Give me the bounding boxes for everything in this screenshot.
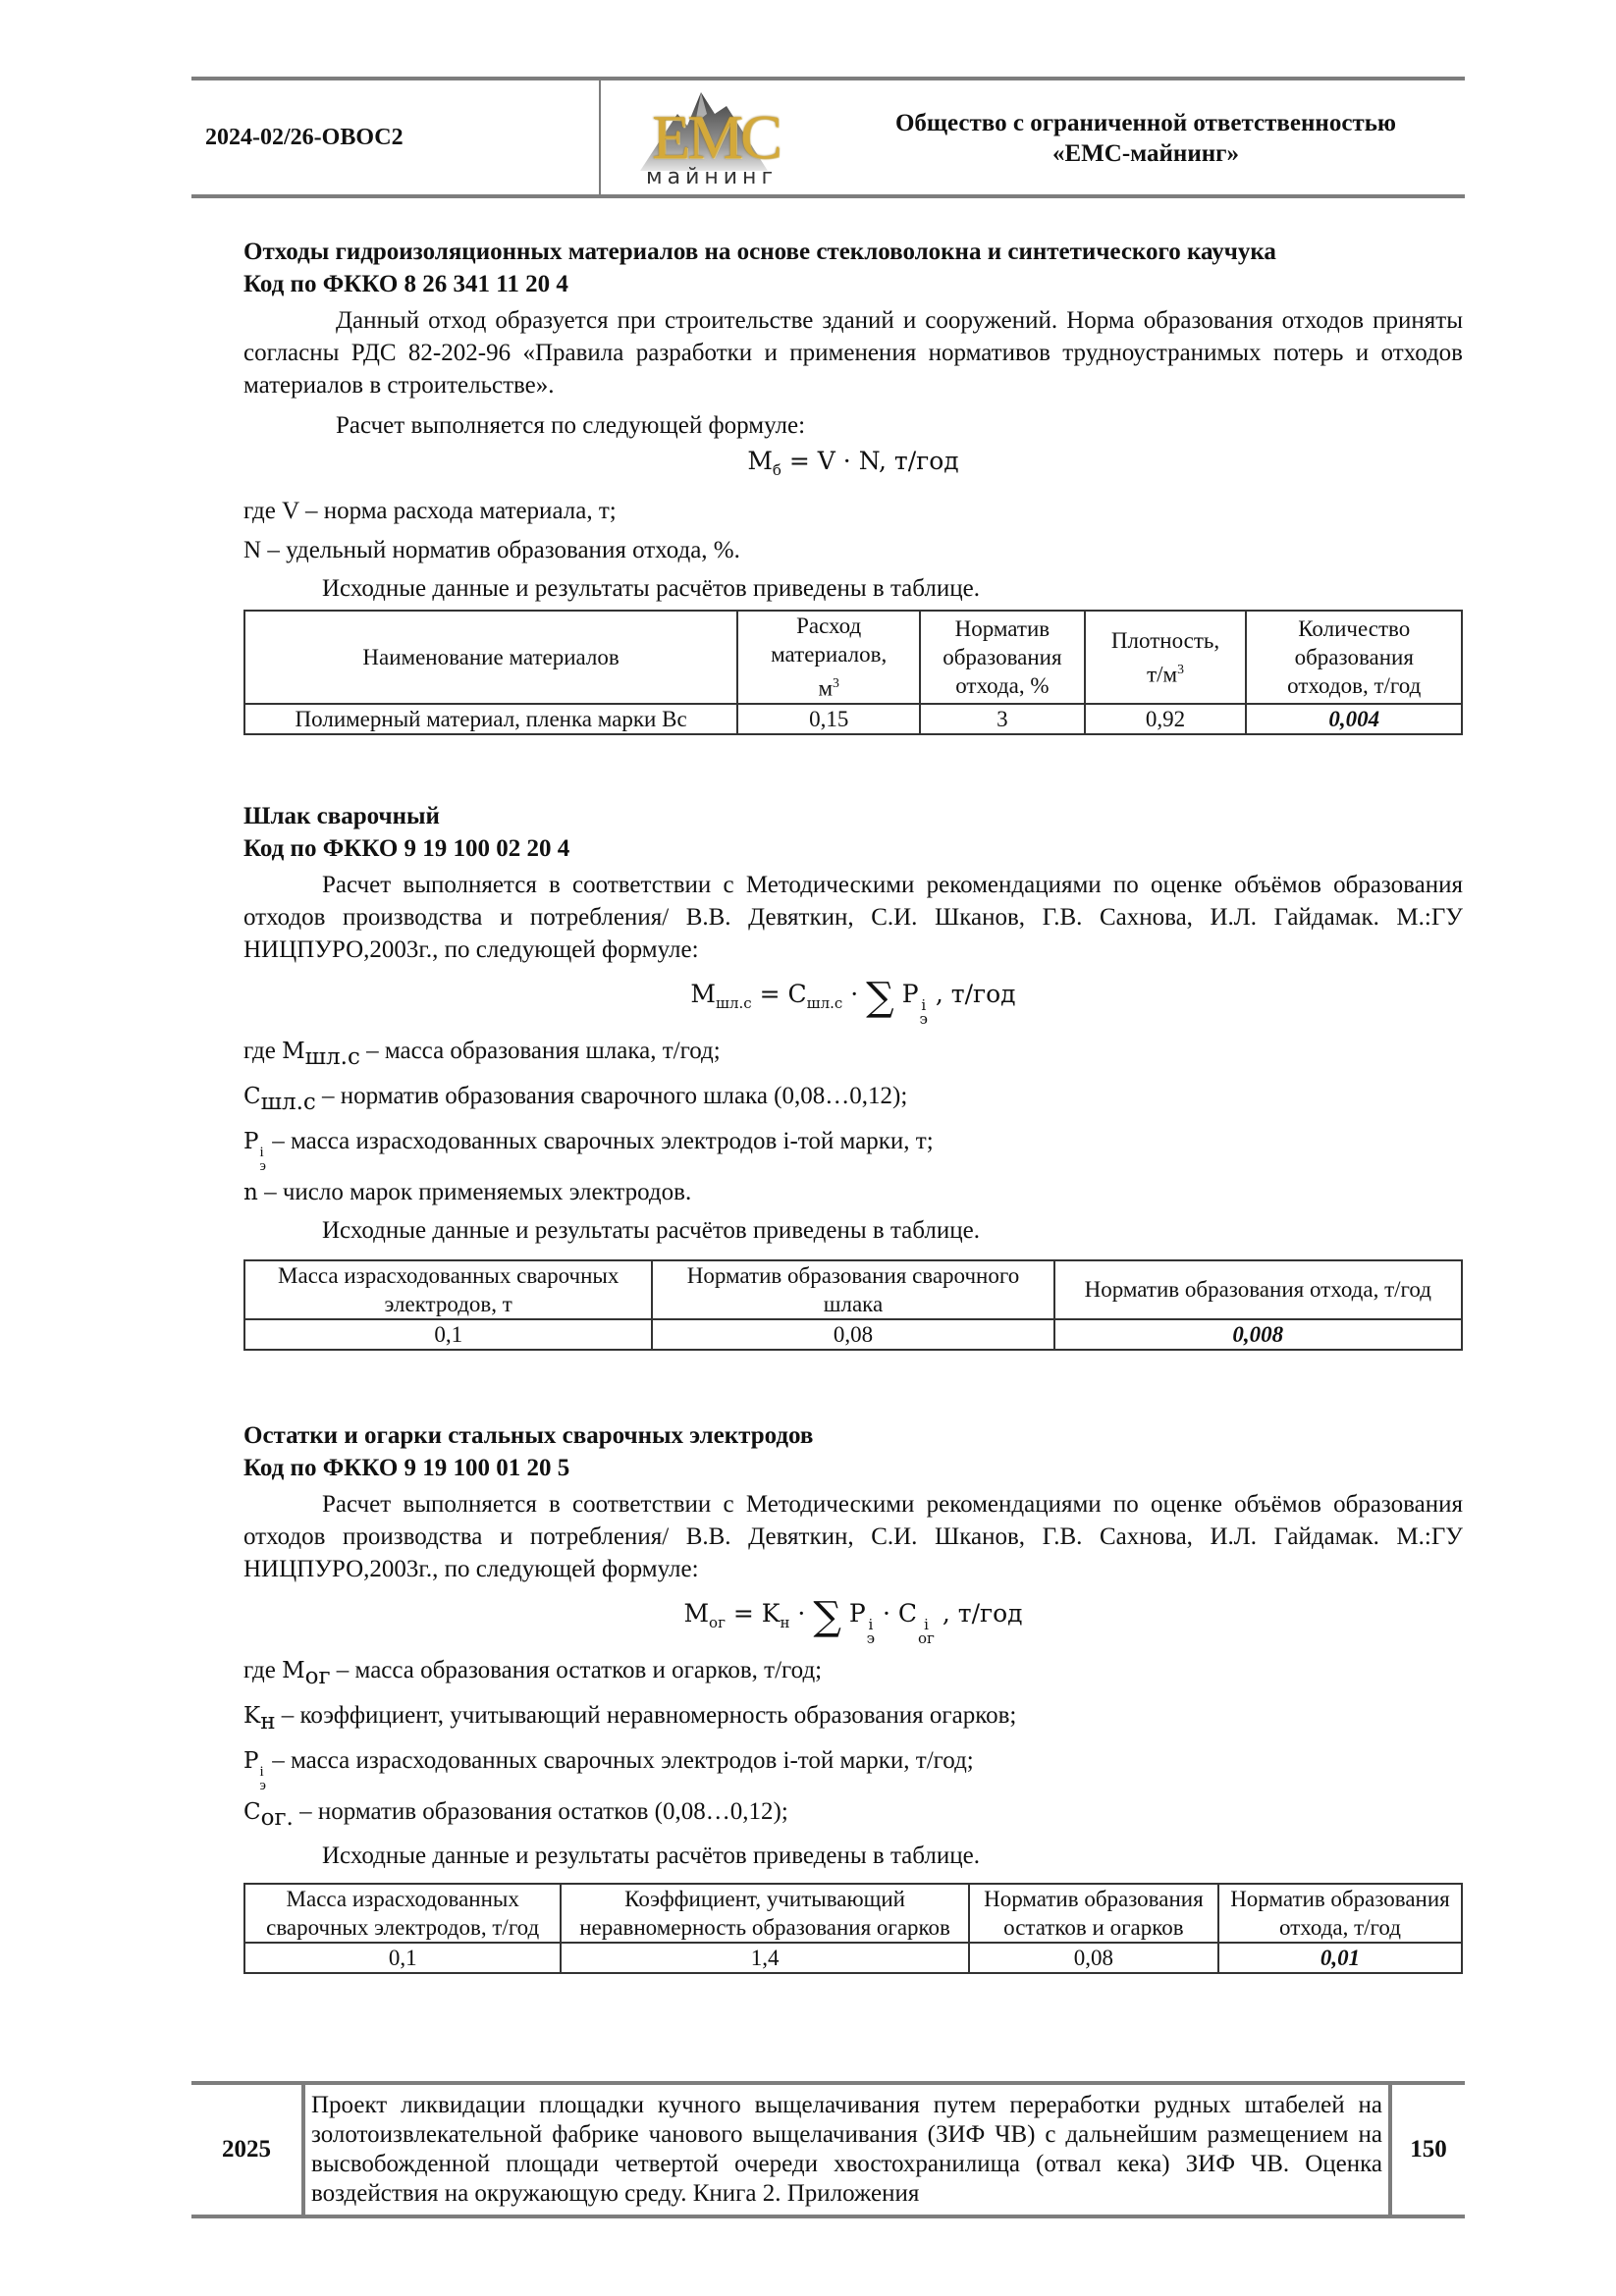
sub: э [919, 1009, 928, 1028]
formula-supsub [919, 995, 928, 1028]
table-header: Норматив образования отхода, т/год [1218, 1884, 1462, 1943]
definition [243, 492, 1463, 531]
page-footer [191, 2081, 1465, 2218]
def-text: – норматив образования сварочного шлака (0,08…0,12); [315, 1082, 908, 1109]
section-electrode-stubs [243, 1419, 1463, 1974]
company-logo [601, 80, 827, 194]
sub: ог [918, 1629, 935, 1647]
formula [243, 966, 1463, 1032]
section-title: Шлак сварочный [243, 802, 440, 829]
table-lead: Исходные данные и результаты расчётов приведены в таблице. [322, 1842, 980, 1869]
table-header: Масса израсходованных сварочных электродов, т/год [244, 1884, 561, 1943]
table-header: Норматив образования сварочного шлака [652, 1260, 1053, 1319]
formula-lhs: M [747, 447, 773, 475]
section-waterproofing-waste [243, 236, 1463, 735]
table-header: Наименование материалов [244, 611, 737, 704]
formula-supsub [866, 1615, 876, 1647]
def-text: – норматив образования остатков (0,08…0,12); [293, 1797, 788, 1825]
formula-unit: , т/год [934, 1598, 1023, 1628]
section-welding-slag [243, 800, 1463, 1351]
table-cell: 0,08 [652, 1319, 1053, 1350]
table-header: Расход материалов, $м^3$ [737, 611, 920, 704]
sub: э [866, 1629, 876, 1647]
def-prefix: где [243, 1656, 283, 1683]
section-intro: Расчет выполняется в соответствии с Методическими рекомендациями по оценке объёмов образования отходов производства и потребления/ В.В. Девяткин, С.И. Шканов, Г.В. Сахнова, И.Л. Гайдамак. М.:ГУ НИЦПУРО,2003г., по следующей формуле: [243, 871, 1463, 963]
table-header: Количество образования отходов, т/год [1246, 611, 1462, 704]
def-symbol: P [243, 1128, 259, 1154]
formula-sub: ог [709, 1613, 726, 1631]
def-symbol: N [243, 537, 262, 563]
def-symbol: K [243, 1702, 261, 1729]
table-header: Норматив образования остатков и огарков [969, 1884, 1218, 1943]
formula [243, 1585, 1463, 1651]
sup: i [259, 1144, 264, 1160]
sup: i [924, 1615, 929, 1633]
definition [243, 1741, 1463, 1792]
formula-sub: н [780, 1613, 790, 1631]
def-sub: ог. [260, 1804, 294, 1831]
formula-unit: , т/год [927, 979, 1016, 1008]
def-symbol: C [243, 1083, 261, 1109]
def-sub: шл.с [304, 1043, 360, 1070]
table-cell: 0,15 [737, 704, 920, 734]
def-text: – масса израсходованных сварочных электродов i-той марки, т/год; [265, 1746, 974, 1774]
table-header-row [244, 611, 1462, 704]
fkko-code: Код по ФККО 9 19 100 02 20 4 [243, 834, 570, 862]
table-row [244, 1943, 1462, 1973]
formula [243, 442, 1463, 490]
table-cell: 3 [920, 704, 1084, 734]
formula-part: P [848, 1598, 866, 1628]
formula-part: = C [751, 979, 807, 1008]
table-lead: Исходные данные и результаты расчётов приведены в таблице. [322, 1216, 980, 1244]
document-code: 2024-02/26-ОВОС2 [191, 80, 601, 194]
section-title: Остатки и огарки стальных сварочных электродов [243, 1421, 814, 1449]
formula-part: = K [725, 1598, 781, 1628]
table-row [244, 1319, 1462, 1350]
formula-lhs: M [690, 979, 717, 1008]
data-table [243, 1883, 1463, 1974]
table-header-row [244, 1260, 1462, 1319]
data-table [243, 1259, 1463, 1351]
def-symbol: C [243, 1798, 261, 1825]
page-header [191, 77, 1465, 198]
definition [243, 1792, 1463, 1838]
def-text: – масса образования остатков и огарков, т/год; [330, 1656, 823, 1683]
formula-part: · C [875, 1598, 918, 1628]
sum-symbol: ∑ [813, 1593, 841, 1639]
def-text: – удельный норматив образования отхода, %. [261, 537, 740, 563]
table-cell: Полимерный материал, пленка марки Вс [244, 704, 737, 734]
page-number: 150 [1388, 2085, 1465, 2215]
def-text: – коэффициент, учитывающий неравномерность образования огарков; [275, 1701, 1017, 1729]
sub: э [259, 1777, 266, 1793]
table-cell-result: 0,008 [1054, 1319, 1462, 1350]
formula-sub: шл.с [806, 993, 843, 1012]
def-text: – норма расхода материала, т; [298, 498, 617, 524]
table-cell: 0,1 [244, 1943, 561, 1973]
formula-lhs-sub: б [772, 461, 781, 479]
formula-rhs: = V · N, т/год [788, 447, 959, 475]
table-cell-result: 0,004 [1246, 704, 1462, 734]
table-cell-result: 0,01 [1218, 1943, 1462, 1973]
page-content [243, 236, 1463, 1974]
table-cell: 0,08 [969, 1943, 1218, 1973]
def-sub: н [260, 1708, 276, 1735]
formula-part: · [842, 979, 867, 1008]
formula-lhs: M [683, 1598, 710, 1628]
def-sub: шл.с [260, 1089, 316, 1115]
table-header-row [244, 1884, 1462, 1943]
def-text: – масса израсходованных сварочных электродов i-той марки, т; [265, 1127, 934, 1154]
definition [243, 1173, 1463, 1212]
logo-brand-text: EMC [652, 102, 780, 172]
formula-supsub [918, 1615, 935, 1647]
data-table [243, 610, 1463, 735]
def-text: – число марок применяемых электродов. [257, 1178, 692, 1205]
definition [243, 531, 1463, 570]
section-title: Отходы гидроизоляционных материалов на основе стекловолокна и синтетического каучука [243, 239, 1276, 265]
sum-symbol: ∑ [866, 974, 894, 1020]
formula-part: · [789, 1598, 814, 1628]
sup: i [921, 995, 927, 1014]
org-line-1: Общество с ограниченной ответственностью [894, 110, 1397, 136]
formula-lead: Расчет выполняется по следующей формуле: [336, 412, 806, 439]
footer-year: 2025 [191, 2085, 305, 2215]
table-header: Масса израсходованных сварочных электродов, т [244, 1260, 652, 1319]
def-symbol: где V [243, 498, 299, 524]
logo-subtitle: майнинг [646, 165, 778, 189]
def-text: – масса образования шлака, т/год; [359, 1037, 721, 1064]
section-intro: Данный отход образуется при строительстве зданий и сооружений. Норма образования отходов приняты согласны РДС 82-202-96 «Правила разработки и применения нормативов трудноустранимых потерь и отходов материалов в строительстве». [243, 307, 1463, 399]
org-line-2: «ЕМС-майнинг» [1052, 140, 1239, 167]
def-prefix: где [243, 1037, 283, 1064]
table-header: Норматив образования отхода, т/год [1054, 1260, 1462, 1319]
definition [243, 1077, 1463, 1122]
table-cell: 0,92 [1085, 704, 1247, 734]
organization-name [827, 80, 1465, 194]
footer-project-title: Проект ликвидации площадки кучного выщелачивания путем переработки рудных штабелей на золотоизвлекательной фабрике чанового выщелачивания (ЗИФ ЧВ) с дальнейшим размещением на высвобожденной площади четвертой очереди хвостохранилища (отвал кека) ЗИФ ЧВ. Оценка воздействия на окружающую среду. Книга 2. Приложения [311, 2092, 1382, 2207]
def-symbol: M [282, 1038, 305, 1064]
table-cell: 0,1 [244, 1319, 652, 1350]
formula-sub: шл.с [716, 993, 752, 1012]
table-header: Коэффициент, учитывающий неравномерность образования огарков [561, 1884, 968, 1943]
def-symbol: n [243, 1179, 258, 1205]
definition [243, 1651, 1463, 1696]
table-header: Норматив образования отхода, % [920, 611, 1084, 704]
section-intro: Расчет выполняется в соответствии с Методическими рекомендациями по оценке объёмов образования отходов производства и потребления/ В.В. Девяткин, С.И. Шканов, Г.В. Сахнова, И.Л. Гайдамак. М.:ГУ НИЦПУРО,2003г., по следующей формуле: [243, 1490, 1463, 1582]
fkko-code: Код по ФККО 8 26 341 11 20 4 [243, 271, 568, 297]
sup: i [868, 1615, 874, 1633]
definition [243, 1122, 1463, 1173]
table-cell: 1,4 [561, 1943, 968, 1973]
table-row [244, 704, 1462, 734]
fkko-code: Код по ФККО 9 19 100 01 20 5 [243, 1454, 570, 1481]
table-header: Плотность, $т/м^3$ [1085, 611, 1247, 704]
sub: э [259, 1157, 266, 1174]
table-lead: Исходные данные и результаты расчётов приведены в таблице. [322, 575, 980, 602]
definition [243, 1032, 1463, 1077]
formula-part: P [901, 979, 919, 1008]
def-symbol: M [282, 1657, 305, 1683]
def-symbol: P [243, 1747, 259, 1774]
definition [243, 1696, 1463, 1741]
def-sub: ог [304, 1663, 331, 1689]
sup: i [259, 1763, 264, 1780]
